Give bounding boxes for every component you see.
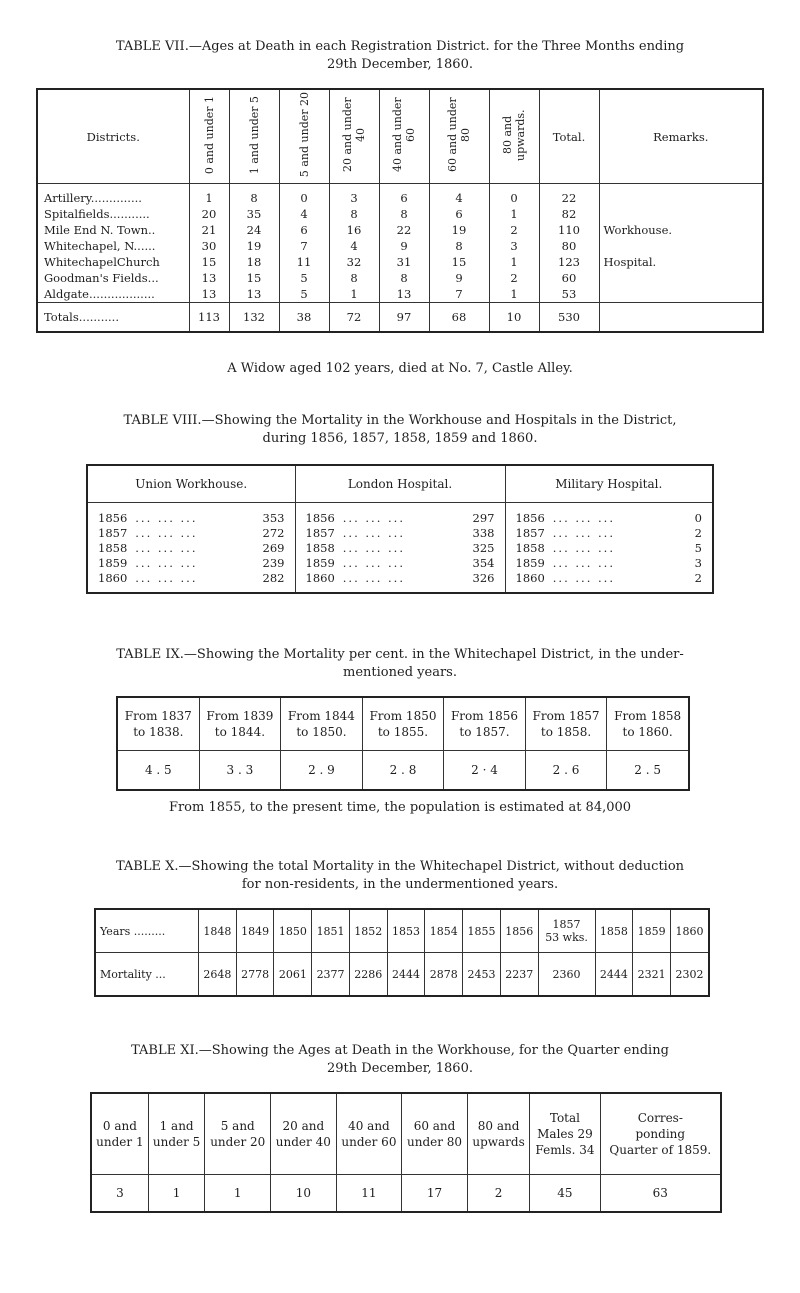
leader-dots: ... ... ... xyxy=(552,511,615,525)
age-header xyxy=(205,1093,271,1175)
table-cell: 3 xyxy=(329,184,379,207)
deaths-value: 2 xyxy=(694,571,702,585)
table11-header-row xyxy=(91,1093,721,1175)
district-name: Whitechapel, N...... xyxy=(44,239,156,253)
table-cell: 11 xyxy=(336,1175,402,1213)
table7-header: 5 and under 20 xyxy=(279,89,329,184)
table7-total-cell: 132 xyxy=(229,303,279,333)
table-cell: 1 xyxy=(148,1175,205,1213)
age-header xyxy=(91,1093,148,1175)
mortality-rate: 2 . 5 xyxy=(607,751,689,791)
leader-dots: ... ... ... xyxy=(135,541,198,555)
remark-cell xyxy=(599,206,763,222)
table7-caption-line2: 29th December, 1860. xyxy=(327,57,473,72)
table10-caption xyxy=(0,858,800,894)
year-cell: 1855 xyxy=(463,909,501,953)
table-cell: 8 xyxy=(379,270,429,286)
year: 1857 xyxy=(98,526,128,540)
table8-header-row xyxy=(87,465,713,503)
header-line: 1 and xyxy=(159,1119,194,1133)
table-cell xyxy=(87,571,295,593)
table7-total-remark xyxy=(599,303,763,333)
year-cell: 1851 xyxy=(312,909,350,953)
table7-header: 60 and under 80 xyxy=(429,89,489,184)
deaths-value: 338 xyxy=(472,526,495,540)
remark-cell xyxy=(599,184,763,207)
table-cell: 20 xyxy=(189,206,229,222)
table-cell: 8 xyxy=(229,184,279,207)
table-cell: 1 xyxy=(189,184,229,207)
table-cell: 9 xyxy=(379,238,429,254)
header-line: 80 and xyxy=(477,1119,520,1133)
table-cell: 19 xyxy=(429,222,489,238)
header-line: 0 and xyxy=(102,1119,137,1133)
table-cell: 8 xyxy=(329,206,379,222)
table-cell: 4 xyxy=(429,184,489,207)
table-row xyxy=(87,526,713,541)
year: 1859 xyxy=(305,556,335,570)
table9-header-row xyxy=(117,697,689,751)
header-line: 40 and xyxy=(348,1119,390,1133)
leader-dots: ... ... ... xyxy=(552,556,615,570)
header-line: ponding xyxy=(635,1127,686,1141)
year: 1859 xyxy=(515,556,545,570)
table7-total-cell: 530 xyxy=(539,303,599,333)
deaths-value: 325 xyxy=(472,541,495,555)
mortality-cell: 2444 xyxy=(387,953,425,997)
remark-cell xyxy=(599,238,763,254)
period-to: to 1850. xyxy=(296,725,347,739)
year-cell: 1852 xyxy=(349,909,387,953)
table-row xyxy=(87,571,713,593)
year-cell: 1853 xyxy=(387,909,425,953)
year: 1860 xyxy=(515,571,545,585)
table7-note: A Widow aged 102 years, died at No. 7, Castle Alley. xyxy=(227,361,573,376)
mortality-rate: 2 . 6 xyxy=(525,751,607,791)
period-from: From 1858 xyxy=(614,709,682,723)
year-sub: 53 wks. xyxy=(545,931,588,944)
leader-dots: ... ... ... xyxy=(552,571,615,585)
leader-dots: ... ... ... xyxy=(135,526,198,540)
table7-header: 20 and under 40 xyxy=(329,89,379,184)
table7-header: Districts. xyxy=(37,89,189,184)
leader-dots: ... ... ... xyxy=(342,556,405,570)
table-row xyxy=(37,184,763,207)
mortality-cell: 2302 xyxy=(670,953,709,997)
table7-total-cell: 97 xyxy=(379,303,429,333)
mortality-cell: 2648 xyxy=(199,953,237,997)
table-cell: 19 xyxy=(229,238,279,254)
table11 xyxy=(90,1092,722,1213)
table-row xyxy=(87,541,713,556)
mortality-cell: 2360 xyxy=(538,953,595,997)
table-cell: 13 xyxy=(189,286,229,303)
table-cell: 80 xyxy=(539,238,599,254)
table-row xyxy=(87,556,713,571)
year-cell: 1854 xyxy=(425,909,463,953)
table8-caption-line1: TABLE VIII.—Showing the Mortality in the Workhouse and Hospitals in the District, xyxy=(123,413,677,428)
year: 1856 xyxy=(98,511,128,525)
table-cell: 22 xyxy=(379,222,429,238)
year-cell: 1858 xyxy=(595,909,633,953)
year-cell: 1860 xyxy=(670,909,709,953)
leader-dots: ... ... ... xyxy=(342,526,405,540)
district-name: Mile End N. Town.. xyxy=(44,223,156,237)
district-name: Goodman's Fields... xyxy=(44,271,159,285)
table-cell: 2 xyxy=(467,1175,530,1213)
header-line: Quarter of 1859. xyxy=(609,1143,712,1157)
header-line: under 5 xyxy=(152,1135,201,1149)
table-row xyxy=(37,206,763,222)
table-row xyxy=(37,254,763,270)
table8-header: Union Workhouse. xyxy=(87,465,295,503)
mortality-cell: 2444 xyxy=(595,953,633,997)
table-cell: 9 xyxy=(429,270,489,286)
table-row xyxy=(37,286,763,303)
year: 1857 xyxy=(515,526,545,540)
table-cell: 6 xyxy=(379,184,429,207)
leader-dots: ... ... ... xyxy=(552,541,615,555)
header-line: under 80 xyxy=(406,1135,463,1149)
mortality-rate: 3 . 3 xyxy=(199,751,281,791)
table-cell: 53 xyxy=(539,286,599,303)
period-to: to 1860. xyxy=(622,725,673,739)
deaths-value: 282 xyxy=(262,571,285,585)
year: 1857 xyxy=(305,526,335,540)
table9-caption-line2: mentioned years. xyxy=(343,665,457,680)
table-cell xyxy=(87,541,295,556)
header-line: under 60 xyxy=(341,1135,397,1149)
table-cell: 0 xyxy=(279,184,329,207)
header-line: Corres- xyxy=(637,1111,683,1125)
table-cell: 45 xyxy=(530,1175,600,1213)
table7-total-cell: 10 xyxy=(489,303,539,333)
age-header xyxy=(271,1093,337,1175)
year-cell: 1848 xyxy=(199,909,237,953)
table7-header: Total. xyxy=(539,89,599,184)
table9-note: From 1855, to the present time, the population is estimated at 84,000 xyxy=(168,800,632,815)
table-cell xyxy=(295,503,505,527)
table10-mortality-row xyxy=(95,953,709,997)
period-from: From 1856 xyxy=(450,709,519,723)
mortality-cell: 2321 xyxy=(633,953,671,997)
year: 1860 xyxy=(305,571,335,585)
deaths-value: 353 xyxy=(262,511,285,525)
table7-header: 1 and under 5 xyxy=(229,89,279,184)
year: 1858 xyxy=(515,541,545,555)
deaths-value: 2 xyxy=(694,526,702,540)
table7-header: 0 and under 1 xyxy=(189,89,229,184)
table-cell: 15 xyxy=(229,270,279,286)
age-header xyxy=(336,1093,402,1175)
table10-caption-line1: TABLE X.—Showing the total Mortality in the Whitechapel District, without deduction xyxy=(115,859,685,874)
remark-cell xyxy=(599,270,763,286)
mortality-cell: 2286 xyxy=(349,953,387,997)
leader-dots: ... ... ... xyxy=(135,571,198,585)
district-name: Aldgate.................. xyxy=(44,287,155,301)
deaths-value: 269 xyxy=(262,541,285,555)
period-to: to 1855. xyxy=(377,725,429,739)
table8-header: London Hospital. xyxy=(295,465,505,503)
header-line: under 20 xyxy=(210,1135,266,1149)
age-header xyxy=(467,1093,530,1175)
table-cell: 15 xyxy=(189,254,229,270)
table8-header: Military Hospital. xyxy=(505,465,713,503)
table11-caption xyxy=(0,1042,800,1078)
table9 xyxy=(116,696,690,791)
year-cell: 1859 xyxy=(633,909,671,953)
age-header xyxy=(148,1093,205,1175)
deaths-value: 239 xyxy=(262,556,285,570)
year-cell: 1856 xyxy=(500,909,538,953)
mortality-cell: 2778 xyxy=(236,953,274,997)
table-cell: 16 xyxy=(329,222,379,238)
table11-caption-line2: 29th December, 1860. xyxy=(327,1061,473,1076)
table10 xyxy=(94,908,710,997)
mortality-cell: 2878 xyxy=(425,953,463,997)
table7-totals-row xyxy=(37,303,763,333)
deaths-value: 272 xyxy=(262,526,285,540)
table7-total-cell: 113 xyxy=(189,303,229,333)
table-cell: 123 xyxy=(539,254,599,270)
table-cell: 110 xyxy=(539,222,599,238)
table-cell: 18 xyxy=(229,254,279,270)
table-cell: 22 xyxy=(539,184,599,207)
year: 1858 xyxy=(305,541,335,555)
remark-cell: Hospital. xyxy=(599,254,763,270)
mortality-cell: 2453 xyxy=(463,953,501,997)
period-header xyxy=(525,697,607,751)
table-cell xyxy=(505,541,713,556)
header-line: under 40 xyxy=(275,1135,331,1149)
period-to: to 1858. xyxy=(540,725,592,739)
table-cell: 0 xyxy=(489,184,539,207)
year: 1856 xyxy=(305,511,335,525)
mortality-rate: 2 . 8 xyxy=(362,751,444,791)
year: 1860 xyxy=(98,571,128,585)
year: 1858 xyxy=(98,541,128,555)
table-row xyxy=(37,270,763,286)
period-header xyxy=(362,697,444,751)
table7-caption-line1: TABLE VII.—Ages at Death in each Registration District. for the Three Months ending xyxy=(115,39,685,54)
table-cell: 24 xyxy=(229,222,279,238)
table11-caption-line1: TABLE XI.—Showing the Ages at Death in the Workhouse, for the Quarter ending xyxy=(131,1043,669,1058)
table-cell: 3 xyxy=(116,1186,124,1200)
age-header xyxy=(530,1093,600,1175)
period-header xyxy=(444,697,526,751)
table8-caption-line2: during 1856, 1857, 1858, 1859 and 1860. xyxy=(262,431,538,446)
district-name: WhitechapelChurch xyxy=(44,255,160,269)
table7 xyxy=(36,88,764,333)
table10-years-label: Years ......... xyxy=(95,909,199,953)
header-line: Femls. 34 xyxy=(535,1143,595,1157)
deaths-value: 5 xyxy=(694,541,702,555)
table7-totals-label: Totals........... xyxy=(37,303,189,333)
table-row xyxy=(37,238,763,254)
table7-total-cell: 72 xyxy=(329,303,379,333)
period-from: From 1850 xyxy=(369,709,437,723)
table11-value-row xyxy=(91,1175,721,1213)
table10-years-row xyxy=(95,909,709,953)
table7-header: 80 and upwards. xyxy=(489,89,539,184)
table-cell xyxy=(505,503,713,527)
table7-header: 40 and under 60 xyxy=(379,89,429,184)
age-header xyxy=(600,1093,721,1175)
table-cell: 4 xyxy=(329,238,379,254)
table9-caption-line1: TABLE IX.—Showing the Mortality per cent. in the Whitechapel District, in the under- xyxy=(116,647,684,662)
table-cell xyxy=(87,503,295,527)
mortality-cell: 2237 xyxy=(500,953,538,997)
table-cell: 1 xyxy=(489,286,539,303)
table7-header-row xyxy=(37,89,763,184)
table-cell: 31 xyxy=(379,254,429,270)
table10-caption-line2: for non-residents, in the undermentioned years. xyxy=(241,877,559,892)
table-cell: 3 xyxy=(489,238,539,254)
period-header xyxy=(607,697,689,751)
leader-dots: ... ... ... xyxy=(342,571,405,585)
leader-dots: ... ... ... xyxy=(342,541,405,555)
period-to: to 1838. xyxy=(133,725,184,739)
table9-caption xyxy=(0,646,800,682)
table7-caption xyxy=(0,38,800,74)
remark-cell: Workhouse. xyxy=(599,222,763,238)
table8-caption xyxy=(0,412,800,448)
period-header xyxy=(199,697,281,751)
period-header xyxy=(117,697,199,751)
table-cell: 15 xyxy=(429,254,489,270)
mortality-cell: 2061 xyxy=(274,953,312,997)
table-cell: 6 xyxy=(429,206,489,222)
period-from: From 1844 xyxy=(287,709,355,723)
table-row xyxy=(37,222,763,238)
leader-dots: ... ... ... xyxy=(342,511,405,525)
period-from: From 1837 xyxy=(124,709,192,723)
leader-dots: ... ... ... xyxy=(135,556,198,570)
table-cell: 32 xyxy=(329,254,379,270)
table7-total-cell: 38 xyxy=(279,303,329,333)
table-cell xyxy=(295,556,505,571)
table-cell xyxy=(295,526,505,541)
period-from: From 1839 xyxy=(206,709,274,723)
table-cell: 1 xyxy=(329,286,379,303)
table-cell: 30 xyxy=(189,238,229,254)
table-cell: 8 xyxy=(329,270,379,286)
table-cell xyxy=(505,526,713,541)
table-cell: 2 xyxy=(489,222,539,238)
district-name: Spitalfields........... xyxy=(44,207,150,221)
district-name: Artillery.............. xyxy=(44,191,142,205)
table-cell xyxy=(295,571,505,593)
table-cell: 63 xyxy=(600,1175,721,1213)
deaths-value: 0 xyxy=(694,511,702,525)
year-value: 1857 xyxy=(552,918,581,931)
header-line: Males 29 xyxy=(537,1127,593,1141)
mortality-cell: 2377 xyxy=(312,953,350,997)
table-cell xyxy=(295,541,505,556)
table-cell: 8 xyxy=(379,206,429,222)
table-cell: 13 xyxy=(379,286,429,303)
table8 xyxy=(86,464,714,594)
table-cell: 6 xyxy=(279,222,329,238)
mortality-rate: 4 . 5 xyxy=(144,763,172,777)
mortality-rate: 2 . 9 xyxy=(281,751,363,791)
table-cell: 13 xyxy=(229,286,279,303)
year-cell: 1850 xyxy=(274,909,312,953)
table-cell: 13 xyxy=(189,270,229,286)
table-cell: 4 xyxy=(279,206,329,222)
table-cell xyxy=(505,556,713,571)
table-cell: 1 xyxy=(205,1175,271,1213)
year: 1859 xyxy=(98,556,128,570)
leader-dots: ... ... ... xyxy=(135,511,198,525)
period-header xyxy=(281,697,363,751)
table10-mortality-label: Mortality ... xyxy=(100,967,166,981)
deaths-value: 3 xyxy=(694,556,702,570)
period-from: From 1857 xyxy=(532,709,600,723)
leader-dots: ... ... ... xyxy=(552,526,615,540)
table7-header: Remarks. xyxy=(599,89,763,184)
mortality-rate: 2 · 4 xyxy=(444,751,526,791)
period-to: to 1844. xyxy=(214,725,266,739)
table-cell: 60 xyxy=(539,270,599,286)
table7-total-cell: 68 xyxy=(429,303,489,333)
deaths-value: 326 xyxy=(472,571,495,585)
age-header xyxy=(402,1093,468,1175)
table-cell: 2 xyxy=(489,270,539,286)
deaths-value: 297 xyxy=(472,511,495,525)
table-cell: 82 xyxy=(539,206,599,222)
table-cell: 1 xyxy=(489,254,539,270)
table-cell: 17 xyxy=(402,1175,468,1213)
period-to: to 1857. xyxy=(459,725,510,739)
table-cell xyxy=(505,571,713,593)
header-line: 20 and xyxy=(282,1119,325,1133)
table-cell: 5 xyxy=(279,270,329,286)
header-line: upwards xyxy=(472,1135,525,1149)
table-cell: 1 xyxy=(489,206,539,222)
table-row xyxy=(87,503,713,527)
deaths-value: 354 xyxy=(472,556,495,570)
table-cell: 8 xyxy=(429,238,489,254)
header-line: Total xyxy=(549,1111,580,1125)
table-cell: 5 xyxy=(279,286,329,303)
table-cell: 7 xyxy=(429,286,489,303)
table9-value-row xyxy=(117,751,689,791)
header-line: 60 and xyxy=(413,1119,456,1133)
year: 1856 xyxy=(515,511,545,525)
table-cell: 11 xyxy=(279,254,329,270)
year-cell: 1849 xyxy=(236,909,274,953)
header-line: under 1 xyxy=(96,1135,144,1149)
table-cell: 10 xyxy=(271,1175,337,1213)
header-line: 5 and xyxy=(220,1119,255,1133)
table-cell xyxy=(87,556,295,571)
table-cell: 35 xyxy=(229,206,279,222)
remark-cell xyxy=(599,286,763,303)
year-cell xyxy=(538,909,595,953)
table-cell: 7 xyxy=(279,238,329,254)
table-cell xyxy=(87,526,295,541)
table-cell: 21 xyxy=(189,222,229,238)
